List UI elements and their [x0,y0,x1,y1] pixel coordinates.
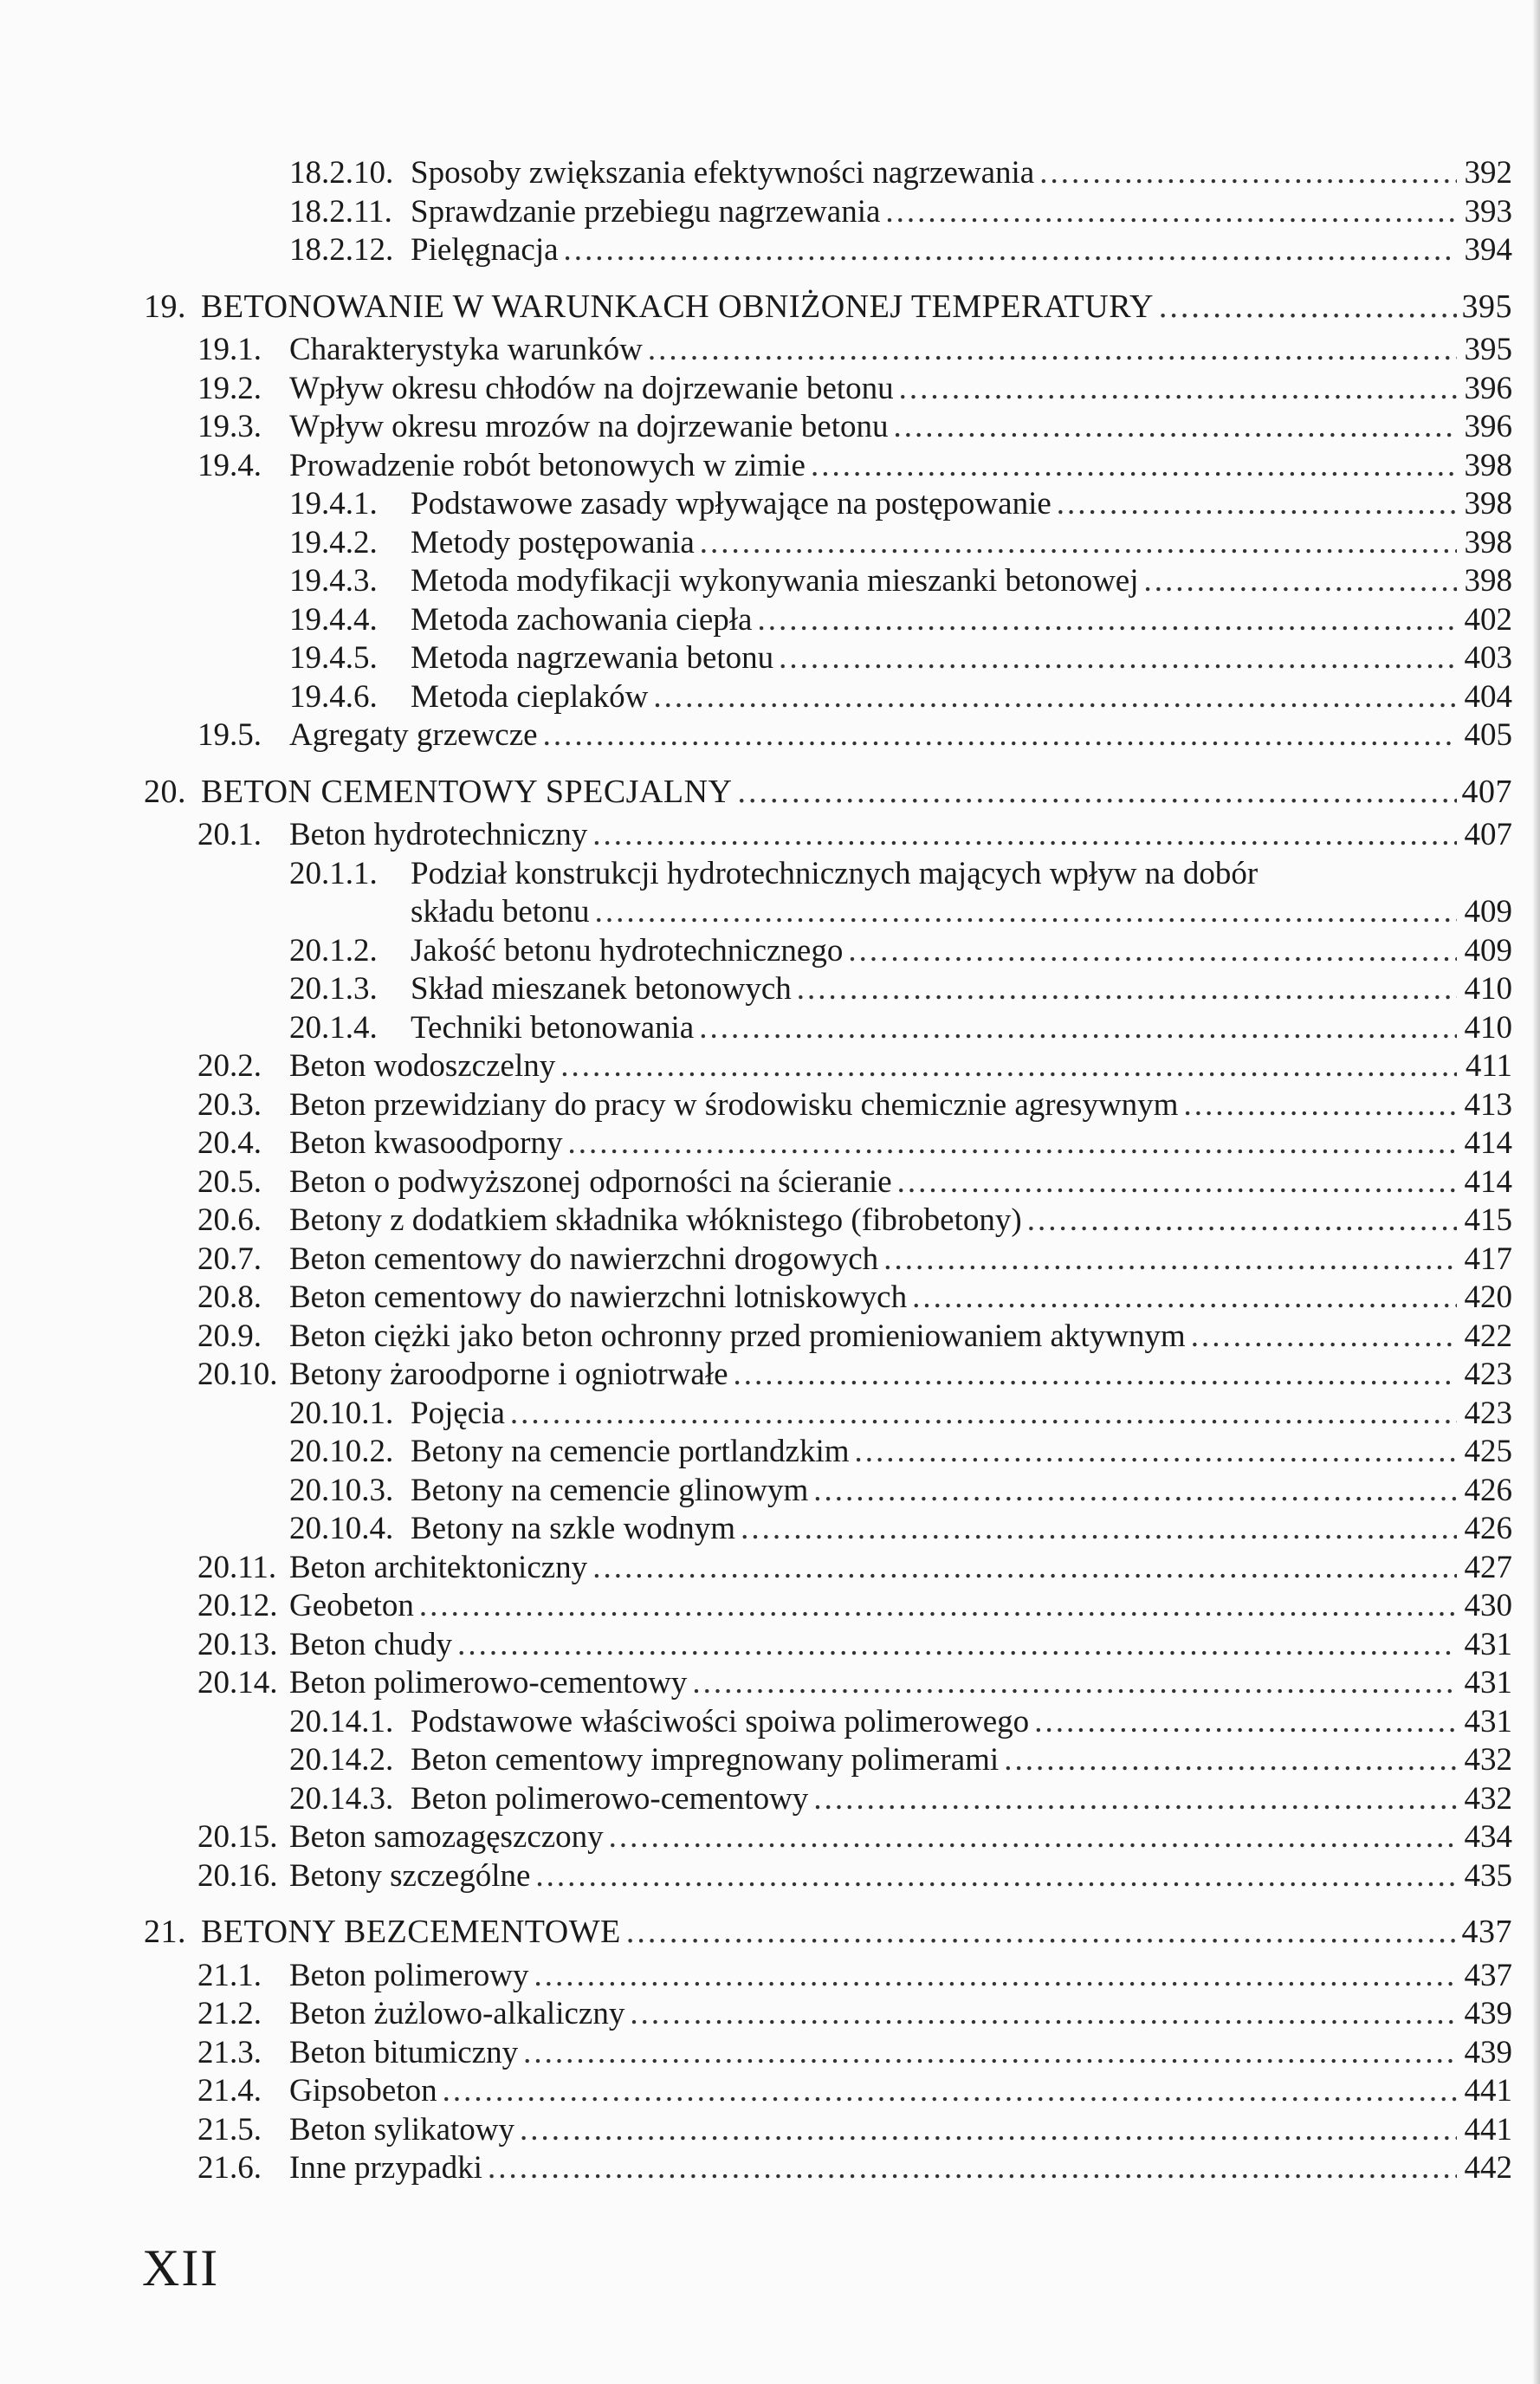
toc-entry-title: Beton polimerowo-cementowy [411,1780,809,1817]
toc-entry-number: 19.4.2. [289,524,378,560]
dot-leader [811,447,1457,485]
toc-entry [0,193,1540,231]
toc-entry [0,893,1540,931]
toc-entry-page: 437 [1464,1957,1512,1993]
toc-entry [0,1626,1540,1664]
dot-leader [457,1626,1457,1664]
toc-entry-page: 396 [1464,409,1512,444]
dot-leader [523,2034,1457,2072]
toc-entry-title: Agregaty grzewcze [289,717,538,753]
page-number: XII [142,2239,220,2297]
toc-entry [0,1510,1540,1548]
toc-entry-number: 20.1. [197,817,262,852]
toc-entry [0,855,1540,893]
dot-leader [488,2149,1457,2187]
toc-entry-number: 20.13. [197,1626,278,1662]
toc-entry-page: 405 [1464,717,1512,753]
toc-entry-title: Beton samozagęszczony [289,1819,604,1855]
toc-entry-title: Sprawdzanie przebiegu nagrzewania [411,193,881,230]
toc-entry-page: 431 [1464,1703,1512,1739]
toc-entry [0,1957,1540,1995]
toc-entry-number: 21.4. [197,2073,262,2109]
toc-entry-number: 21.5. [197,2111,262,2148]
toc-entry-page: 441 [1464,2111,1512,2148]
dot-leader [510,1395,1457,1433]
toc-chapter [0,288,1540,326]
dot-leader [1191,1318,1457,1356]
toc-entry-title: Betony z dodatkiem składnika włóknistego (fibrobetony) [289,1202,1022,1238]
dot-leader [1057,485,1457,523]
dot-leader [700,524,1457,562]
dot-leader [912,1279,1457,1317]
toc-entry [0,1857,1540,1895]
toc-entry [0,1587,1540,1625]
toc-entry-number: 20.3. [197,1086,262,1123]
toc-entry-number: 19.2. [197,370,262,406]
dot-leader [757,601,1457,639]
toc-entry-number: 19.3. [197,409,262,444]
toc-entry-page: 410 [1464,971,1512,1007]
toc-entry-title: Skład mieszanek betonowych [411,971,792,1007]
toc-entry [0,370,1540,408]
toc-entry-number: 19.4.4. [289,601,378,638]
toc-entry-number: 21.3. [197,2034,262,2070]
toc-entry-number: 18.2.11. [289,193,392,230]
toc-entry [0,1047,1540,1085]
toc-entry-title: Metoda cieplaków [411,678,649,715]
toc-entry-title: Beton cementowy impregnowany polimerami [411,1742,1000,1778]
toc-entry-title: Pielęgnacja [411,232,559,268]
toc-entry-page: 423 [1464,1395,1512,1431]
toc-entry-page: 432 [1464,1742,1512,1778]
toc-entry-number: 20.6. [197,1202,262,1238]
toc-entry-page: 417 [1464,1241,1512,1277]
dot-leader [692,1664,1457,1702]
toc-entry-page: 431 [1464,1665,1512,1701]
dot-leader [1183,1086,1457,1124]
toc-entry-number: 20.10.3. [289,1472,394,1508]
toc-entry-number: 20.4. [197,1125,262,1161]
toc-entry-number: 21.1. [197,1957,262,1993]
dot-leader [1159,288,1457,326]
toc-entry-number: 20. [144,773,186,810]
dot-leader [699,1009,1457,1047]
toc-entry-page: 422 [1464,1318,1512,1354]
toc-entry-page: 442 [1464,2150,1512,2186]
toc-entry-title: Betony na cemencie glinowym [411,1472,809,1508]
toc-entry-page: 398 [1464,447,1512,483]
dot-leader [419,1587,1457,1625]
toc-entry-title: Beton architektoniczny [289,1549,588,1585]
toc-entry-title: Beton żużlowo-alkaliczny [289,1996,625,2031]
toc-entry-page: 423 [1464,1357,1512,1392]
toc-entry-page: 395 [1461,288,1512,325]
dot-leader [885,193,1457,231]
toc-entry-page: 425 [1464,1434,1512,1469]
toc-entry-page: 441 [1464,2073,1512,2109]
toc-entry-page: 402 [1464,601,1512,638]
dot-leader [535,1857,1457,1895]
toc-entry-title: Inne przypadki [289,2150,482,2186]
toc-entry [0,1472,1540,1510]
toc-entry-title: Beton polimerowo-cementowy [289,1665,688,1701]
toc-entry-title: Beton kwasoodporny [289,1125,563,1161]
toc-entry-page: 414 [1464,1163,1512,1200]
toc-entry-title: Pojęcia [411,1395,505,1431]
toc-entry-page: 431 [1464,1626,1512,1662]
toc-entry-number: 20.2. [197,1048,262,1084]
toc-chapter [0,1913,1540,1951]
toc-entry-number: 19.4.5. [289,640,378,676]
toc-entry-page: 392 [1464,155,1512,191]
dot-leader [797,970,1457,1008]
toc-entry-page: 407 [1464,817,1512,852]
toc-entry-number: 19.4. [197,447,262,483]
dot-leader [883,1241,1457,1279]
toc-entry [0,932,1540,970]
dot-leader [741,1510,1457,1548]
toc-entry [0,1549,1540,1587]
toc-entry [0,1202,1540,1240]
toc-entry-page: 427 [1464,1549,1512,1585]
toc-entry [0,485,1540,523]
dot-leader [1039,154,1457,192]
toc-entry [0,2111,1540,2149]
dot-leader [897,1163,1457,1202]
toc-entry-number: 19.5. [197,717,262,753]
toc-entry-number: 20.10.1. [289,1395,394,1431]
toc-entry-number: 20.12. [197,1588,278,1623]
toc-entry-page: 426 [1464,1511,1512,1546]
toc-entry-title: Gipsobeton [289,2073,437,2109]
toc-entry-title: Beton chudy [289,1626,453,1662]
dot-leader [855,1433,1457,1471]
toc-entry [0,231,1540,269]
toc-entry-title: Techniki betonowania [411,1009,695,1046]
toc-entry-page: 395 [1464,332,1512,367]
toc-entry-number: 20.16. [197,1857,278,1894]
toc-entry [0,1664,1540,1702]
toc-entry [0,447,1540,485]
toc-entry-title: Metoda zachowania ciepła [411,601,753,638]
toc-entry [0,970,1540,1008]
toc-entry-page: 398 [1464,486,1512,522]
toc-entry-title: Jakość betonu hydrotechnicznego [411,932,844,968]
toc-entry [0,1163,1540,1202]
toc-entry-number: 18.2.12. [289,232,394,268]
toc-entry-title: Metoda modyfikacji wykonywania mieszanki betonowej [411,563,1139,599]
toc-entry-number: 19.4.1. [289,486,378,522]
toc-entry-title: Prowadzenie robót betonowych w zimie [289,447,806,483]
dot-leader [648,331,1457,369]
dot-leader [1027,1202,1457,1240]
toc-entry-number: 20.10.2. [289,1434,394,1469]
toc-entry-number: 20.7. [197,1241,262,1277]
dot-leader [626,1913,1457,1951]
toc-entry-number: 20.14.3. [289,1780,394,1817]
toc-entry-title: Sposoby zwiększania efektywności nagrzewania [411,155,1035,191]
toc-entry-page: 439 [1464,2034,1512,2070]
dot-leader [893,408,1457,446]
toc-entry-title: Beton bitumiczny [289,2034,519,2070]
toc-entry-title: Betony żaroodporne i ogniotrwałe [289,1357,728,1392]
toc-entry-number: 20.10.4. [289,1511,394,1546]
toc-entry [0,1433,1540,1471]
dot-leader [899,370,1457,408]
toc-entry-page: 393 [1464,193,1512,230]
toc-entry-number: 20.14. [197,1665,278,1701]
toc-entry-number: 20.8. [197,1279,262,1315]
toc-entry-page: 413 [1464,1086,1512,1123]
toc-entry-number: 20.11. [197,1549,277,1585]
dot-leader [520,2111,1457,2149]
dot-leader [592,1549,1457,1587]
toc-entry-number: 20.1.3. [289,971,378,1007]
toc-entry-title: Metody postępowania [411,524,695,560]
toc-entry-number: 19. [144,288,186,325]
toc-entry-page: 398 [1464,563,1512,599]
toc-entry [0,2072,1540,2110]
toc-entry [0,1703,1540,1741]
toc-entry-number: 19.1. [197,332,262,367]
toc-entry-page: 410 [1464,1009,1512,1046]
toc-entry-number: 21.2. [197,1996,262,2031]
dot-leader [738,773,1457,811]
toc-chapter [0,773,1540,811]
toc-entry-number: 21. [144,1914,186,1950]
toc-entry [0,524,1540,562]
toc-entry-title: Beton ciężki jako beton ochronny przed promieniowaniem aktywnym [289,1318,1186,1354]
dot-leader [609,1818,1457,1856]
toc-entry-page: 414 [1464,1125,1512,1161]
dot-leader [653,678,1457,716]
toc-entry [0,1741,1540,1779]
toc-entry [0,1395,1540,1433]
toc-entry-page: 430 [1464,1588,1512,1623]
toc-entry-title: składu betonu [411,894,590,930]
toc-entry-title: Beton przewidziany do pracy w środowisku chemicznie agresywnym [289,1086,1179,1123]
toc-entry-title: Beton polimerowy [289,1957,529,1993]
toc-entry [0,678,1540,716]
toc-entry-title: Podstawowe właściwości spoiwa polimerowego [411,1703,1030,1739]
toc-entry [0,1009,1540,1047]
toc-entry [0,2149,1540,2187]
dot-leader [564,231,1457,269]
dot-leader [734,1356,1457,1394]
toc-entry [0,1780,1540,1818]
toc-entry [0,1086,1540,1124]
toc-entry-page: 434 [1464,1819,1512,1855]
toc-entry-number: 19.4.6. [289,678,378,715]
toc-entry-number: 20.10. [197,1357,278,1392]
dot-leader [534,1957,1457,1995]
toc-entry-page: 426 [1464,1472,1512,1508]
dot-leader [813,1780,1457,1818]
toc-entry [0,154,1540,192]
toc-entry-title: BETON CEMENTOWY SPECJALNY [201,773,733,810]
toc-entry-number: 18.2.10. [289,155,394,191]
toc-entry-title: Betony szczególne [289,1857,531,1894]
toc-entry-page: 439 [1464,1996,1512,2031]
toc-entry [0,601,1540,639]
toc-entry-title: BETONOWANIE W WARUNKACH OBNIŻONEJ TEMPERATURY [201,288,1154,325]
toc-entry-number: 20.5. [197,1163,262,1200]
toc-entry-page: 415 [1464,1202,1512,1238]
toc-entry [0,562,1540,600]
toc-entry-page: 409 [1464,932,1512,968]
dot-leader [1144,562,1457,600]
toc-entry-number: 21.6. [197,2150,262,2186]
dot-leader [568,1124,1458,1163]
page-edge-shadow [1533,0,1540,2384]
toc-entry-number: 20.1.1. [289,855,378,891]
toc-entry-number: 20.14.2. [289,1742,394,1778]
toc-entry-title: BETONY BEZCEMENTOWE [201,1914,621,1950]
toc-entry-page: 398 [1464,524,1512,560]
toc-entry-number: 20.14.1. [289,1703,394,1739]
toc-entry [0,716,1540,755]
toc-entry-number: 19.4.3. [289,563,378,599]
toc-entry-title: Charakterystyka warunków [289,332,643,367]
toc-entry [0,408,1540,446]
toc-entry-title: Beton cementowy do nawierzchni lotniskowych [289,1279,908,1315]
toc-entry [0,331,1540,369]
dot-leader [1004,1741,1457,1779]
toc-entry-page: 409 [1464,894,1512,930]
toc-entry [0,639,1540,677]
toc-entry-page: 437 [1461,1914,1512,1950]
toc-entry [0,1356,1540,1394]
toc-entry-page: 420 [1464,1279,1512,1315]
toc-entry-page: 396 [1464,370,1512,406]
toc-entry-page: 411 [1465,1048,1512,1084]
toc-entry-number: 20.15. [197,1819,278,1855]
toc-entry-page: 432 [1464,1780,1512,1817]
toc-entry-title: Beton o podwyższonej odporności na ścieranie [289,1163,892,1200]
dot-leader [595,893,1457,931]
dot-leader [779,639,1457,677]
dot-leader [592,816,1457,854]
toc-entry-page: 407 [1461,773,1512,810]
toc-entry-title: Betony na szkle wodnym [411,1511,736,1546]
dot-leader [630,1995,1457,2033]
toc-entry-page: 403 [1464,640,1512,676]
toc-entry-title: Beton wodoszczelny [289,1048,556,1084]
toc-entry [0,1818,1540,1856]
dot-leader [443,2072,1457,2110]
toc-entry-title: Geobeton [289,1588,414,1623]
toc-entry-title: Beton hydrotechniczny [289,817,588,852]
toc-entry [0,1241,1540,1279]
dot-leader [560,1047,1457,1085]
toc-entry-page: 435 [1464,1857,1512,1894]
dot-leader [813,1472,1457,1510]
toc-entry-title: Podział konstrukcji hydrotechnicznych mających wpływ na dobór [411,855,1259,891]
toc-entry [0,1279,1540,1317]
toc-entry-title: Beton cementowy do nawierzchni drogowych [289,1241,879,1277]
toc-entry [0,1124,1540,1163]
toc-entry-number: 20.1.2. [289,932,378,968]
dot-leader [543,716,1457,755]
toc-entry-title: Betony na cemencie portlandzkim [411,1434,850,1469]
toc-entry-title: Wpływ okresu chłodów na dojrzewanie betonu [289,370,894,406]
toc-entry [0,1995,1540,2033]
toc-entry-title: Metoda nagrzewania betonu [411,640,774,676]
dot-leader [848,932,1457,970]
toc-entry-page: 394 [1464,232,1512,268]
toc-entry-title: Podstawowe zasady wpływające na postępowanie [411,486,1051,522]
toc-entry-title: Beton sylikatowy [289,2111,515,2148]
toc-entry [0,816,1540,854]
toc-entry [0,2034,1540,2072]
toc-entry-number: 20.1.4. [289,1009,378,1046]
toc-entry-title: Wpływ okresu mrozów na dojrzewanie betonu [289,409,889,444]
toc-entry-number: 20.9. [197,1318,262,1354]
toc-entry-page: 404 [1464,678,1512,715]
toc-entry [0,1318,1540,1356]
dot-leader [1034,1703,1457,1741]
